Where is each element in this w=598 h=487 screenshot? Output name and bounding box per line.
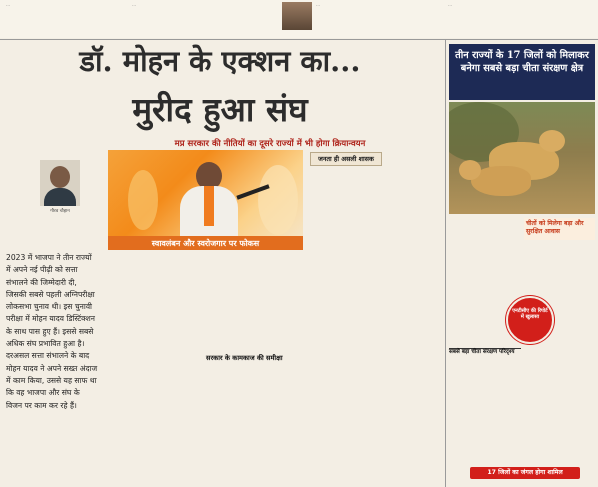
right-subhead [524, 218, 595, 240]
top-strip-col-2: ... [132, 2, 136, 7]
main-headline-line-2: मुरीद हुआ संघ [132, 90, 308, 129]
bottom-badge-text: 17 जिलों का जंगल होगा शामिल [487, 469, 563, 476]
right-col-1 [449, 218, 521, 310]
janata-col-2 [378, 168, 440, 346]
subhead: मप्र सरकार की नीतियों का दूसरे राज्यों में भी होगा क्रियान्वयन [174, 139, 366, 149]
section-heading-janata-text: जनता ही असली शासक [318, 155, 374, 163]
left-intro-text: 2023 में भाजपा ने तीन राज्यों में अपने नई पीढ़ी को सत्ता संभालने की जिम्मेदारी दी, जिसकी सबसे पहली अग्निपरीक्षा लोकसभा चुनाव थी। इस चुनावी परीक्षा में मोहन यादव डिस्टिंक्शन के साथ पास हुए हैं। इससे सबसे अधिक संघ प्रभावित हुआ है। दरअसल सत्ता संभालने के बाद मोहन यादव ने अपने सख्त अंदाज में काम किया, उससे यह साफ था कि वह भाजपा और संघ के विजन पर काम कर रहे हैं। [6, 253, 98, 410]
center-body-col-2 [206, 316, 303, 352]
author-name: गौरव चौहान [50, 209, 70, 214]
top-strip-photo [282, 2, 312, 30]
top-strip-col-1: ... [6, 2, 10, 7]
main-headline-line-1: डॉ. मोहन के एक्शन का... [79, 44, 361, 78]
pull-badge [506, 296, 554, 344]
main-photo [108, 150, 303, 248]
top-strip [0, 0, 598, 38]
top-divider [0, 39, 598, 40]
pull-badge-text: एनटीसीए की रिपोर्ट में खुलासा [512, 308, 548, 321]
center-body-col-1 [108, 316, 200, 484]
author-photo [40, 160, 80, 206]
right-headline [449, 44, 595, 100]
top-strip-col-4: ... [448, 2, 452, 7]
top-strip-col-3: ... [316, 2, 320, 7]
right-col-3 [449, 364, 521, 464]
bottom-badge [470, 467, 580, 479]
center-body-col-2b [206, 364, 303, 484]
section-heading-janata [310, 152, 382, 166]
photo-caption-text: स्वावलंबन और स्वरोजगार पर फोकस [151, 238, 260, 248]
photo-caption [108, 236, 303, 250]
section-heading-sarkar: सरकार के कामकाज की समीक्षा [206, 354, 283, 362]
bottom-col-1 [310, 352, 372, 484]
right-box-title-text: सबसे बड़ा चीता संरक्षण परिदृश्य [449, 349, 515, 355]
right-column-divider [445, 40, 446, 487]
right-subhead-text: चीतों को मिलेगा बड़ा और सुरक्षित आवास [526, 220, 584, 235]
right-headline-text: तीन राज्यों के 17 जिलों को मिलाकर बनेगा सबसे बड़ा चीता संरक्षण क्षेत्र [455, 50, 589, 74]
right-box-title [449, 348, 521, 363]
center-summary [108, 252, 303, 312]
janata-col-1 [310, 168, 372, 346]
right-col-2 [524, 244, 595, 294]
cheetah-photo [449, 102, 595, 214]
bottom-col-2 [378, 352, 440, 484]
right-col-4 [524, 344, 595, 464]
